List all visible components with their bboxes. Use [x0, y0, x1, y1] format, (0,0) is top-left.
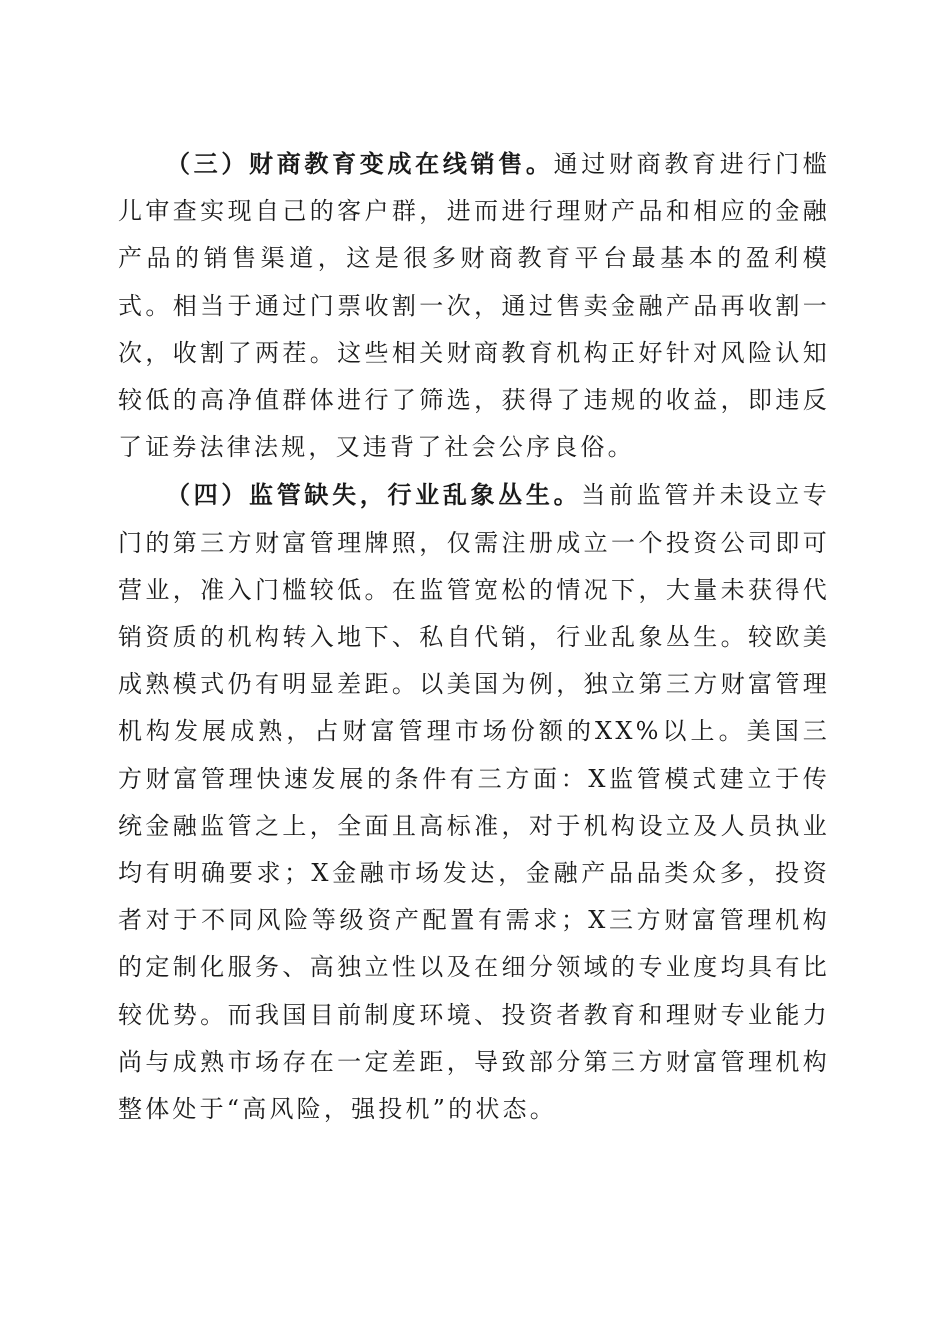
paragraph-section-four	[118, 471, 830, 1133]
paragraph-section-three	[118, 140, 830, 471]
document-body	[118, 140, 830, 1133]
paragraph-text: 当前监管并未设立专门的第三方财富管理牌照，仅需注册成立一个投资公司即可营业，准入门槛较低。在监管宽松的情况下，大量未获得代销资质的机构转入地下、私自代销，行业乱象丛生。较欧美成熟模式仍有明显差距。以美国为例，独立第三方财富管理机构发展成熟，占财富管理市场份额的XX%以上。美国三方财富管理快速发展的条件有三方面：X监管模式建立于传统金融监管之上，全面且高标准，对于机构设立及人员执业均有明确要求；X金融市场发达，金融产品品类众多，投资者对于不同风险等级资产配置有需求；X三方财富管理机构的定制化服务、高独立性以及在细分领域的专业度均具有比较优势。而我国目前制度环境、投资者教育和理财专业能力尚与成熟市场存在一定差距，导致部分第三方财富管理机构整体处于“高风险，强投机”的状态。	[118, 481, 830, 1124]
section-heading-three: （三）财商教育变成在线销售。	[166, 149, 554, 178]
section-heading-four: （四）监管缺失，行业乱象丛生。	[166, 480, 582, 510]
paragraph-text: 通过财商教育进行门槛儿审查实现自己的客户群，进而进行理财产品和相应的金融产品的销售渠道，这是很多财商教育平台最基本的盈利模式。相当于通过门票收割一次，通过售卖金融产品再收割一次，收割了两茬。这些相关财商教育机构正好针对风险认知较低的高净值群体进行了筛选，获得了违规的收益，即违反了证券法律法规，又违背了社会公序良俗。	[118, 150, 830, 462]
